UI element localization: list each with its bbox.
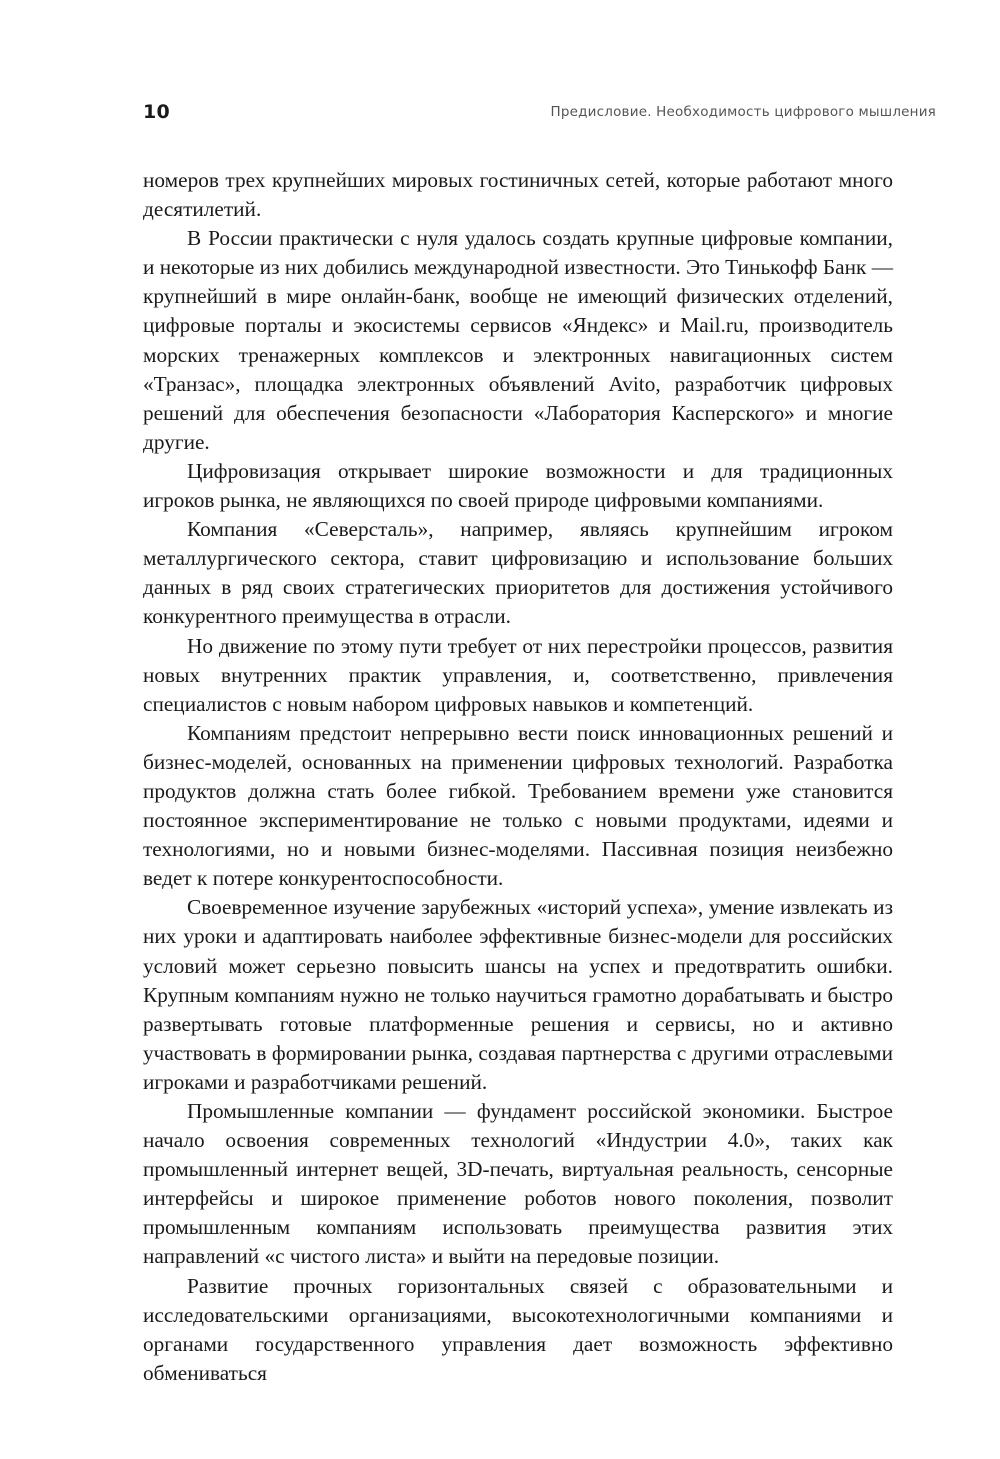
paragraph: Компаниям предстоит непрерывно вести поиск инновационных решений и бизнес-моделей, основанных на применении цифровых технологий. Разработка продуктов должна стать более гибкой. Требованием времени уже становится постоянное экспериментирование не только с новыми продуктами, идеями и технологиями, но и новыми бизнес-моделями. Пассивная позиция неизбежно ведет к потере конкурентоспособности. — [143, 720, 893, 891]
paragraph: Развитие прочных горизонтальных связей с образовательными и исследовательскими организациями, высокотехнологичными компаниями и органами государственного управления дает возможность эффективно обмениваться — [143, 1273, 893, 1385]
paragraph: номеров трех крупнейших мировых гостиничных сетей, которые работают много десятилетий. — [143, 168, 893, 222]
page-number: 10 — [143, 101, 171, 123]
body-text — [143, 166, 893, 1388]
paragraph: Компания «Северсталь», например, являясь крупнейшим игроком металлургического сектора, ставит цифровизацию и использование больших данных в ряд своих стратегических приоритетов для достижения устойчивого конкурентного преимущества в отрасли. — [143, 517, 893, 629]
paragraph: Своевременное изучение зарубежных «историй успеха», умение извлекать из них уроки и адаптировать наиболее эффективные бизнес-модели для российских условий может серьезно повысить шансы на успех и предотвратить ошибки. Крупным компаниям нужно не только научиться грамотно дорабатывать и быстро развертывать готовые платформенные решения и сервисы, но и активно участвовать в формировании рынка, создавая партнерства с другими отраслевыми игроками и разработчиками решений. — [143, 895, 893, 1094]
paragraph: Цифровизация открывает широкие возможности и для традиционных игроков рынка, не являющихся по своей природе цифровыми компаниями. — [143, 458, 893, 513]
paragraph: Но движение по этому пути требует от них перестройки процессов, развития новых внутренних практик управления, и, соответственно, привлечения специалистов с новым набором цифровых навыков и компетенций. — [143, 633, 893, 716]
paragraph: В России практически с нуля удалось создать крупные цифровые компании, и некоторые из них добились международной известности. Это Тинькофф Банк — крупнейший в мире онлайн-банк, вообще не имеющий физических отделений, цифровые порталы и экосистемы сервисов «Яндекс» и Mail.ru, производитель морских тренажерных комплексов и электронных навигационных систем «Транзас», площадка электронных объявлений Avito, разработчик цифровых решений для обеспечения безопасности «Лаборатория Касперского» и многие другие. — [143, 226, 893, 454]
running-header: Предисловие. Необходимость цифрового мышления — [550, 104, 936, 120]
paragraph: Промышленные компании — фундамент российской экономики. Быстрое начало освоения современных технологий «Индустрии 4.0», таких как промышленный интернет вещей, 3D-печать, виртуальная реальность, сенсорные интерфейсы и широкое применение роботов нового поколения, позволит промышленным компаниям использовать преимущества развития этих направлений «с чистого листа» и выйти на передовые позиции. — [143, 1099, 893, 1269]
